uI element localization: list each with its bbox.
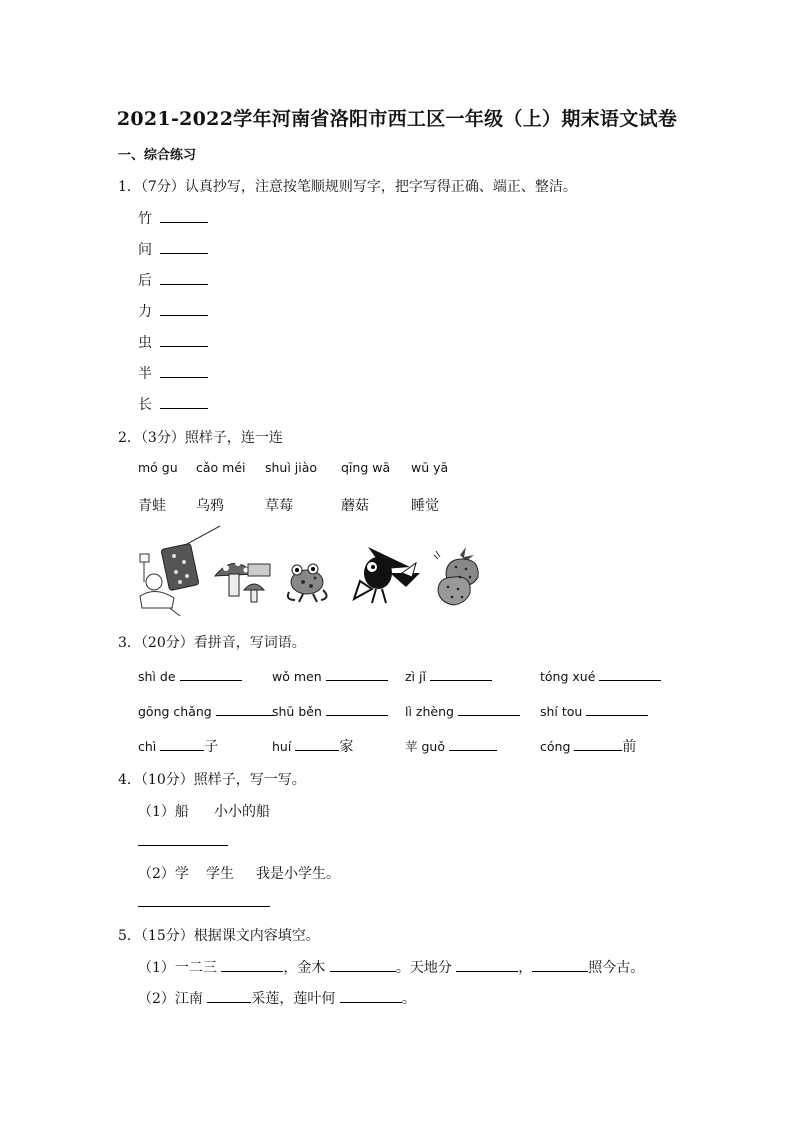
sleeping-child-icon[interactable] (132, 522, 224, 618)
answer-blank[interactable] (160, 332, 208, 347)
pinyin-label: wū yā (411, 460, 449, 475)
question-3-stem: 3．（20分）看拼音，写词语。 (118, 635, 306, 651)
copy-character: 后 (138, 273, 152, 289)
copy-row (138, 332, 208, 352)
fill-line-2: （2）江南 采莲，莲叶何 。 (138, 988, 416, 1008)
copy-row (138, 208, 208, 228)
pinyin-blank-item: tóng xué (540, 666, 661, 684)
answer-blank[interactable] (599, 666, 661, 681)
answer-blank[interactable] (458, 701, 520, 716)
answer-blank[interactable] (532, 957, 588, 972)
answer-blank[interactable] (326, 701, 388, 716)
pinyin-blank-item: shì de (138, 666, 242, 684)
word-label: 青蛙 (138, 498, 166, 514)
copy-character: 半 (138, 366, 152, 382)
word-label: 蘑菇 (341, 498, 369, 514)
word-label: 睡觉 (411, 498, 439, 514)
answer-blank[interactable] (160, 363, 208, 378)
answer-blank[interactable] (449, 736, 497, 751)
section-heading: 一、综合练习 (118, 148, 197, 163)
answer-blank[interactable] (574, 736, 622, 751)
copy-row (138, 363, 208, 383)
copy-character: 问 (138, 242, 152, 258)
answer-blank[interactable] (160, 208, 208, 223)
answer-blank[interactable] (586, 701, 648, 716)
copy-character: 力 (138, 304, 152, 320)
answer-blank[interactable] (180, 666, 242, 681)
question-1-stem: 1．（7分）认真抄写，注意按笔顺规则写字，把字写得正确、端正、整洁。 (118, 179, 577, 195)
pinyin-label: cǎo méi (196, 460, 246, 475)
pinyin-blank-item: shí tou (540, 701, 648, 719)
example-1-char: （1）船 (138, 804, 189, 820)
pinyin-blank-item: wǒ men (272, 666, 388, 684)
answer-blank[interactable] (216, 701, 274, 716)
answer-line[interactable] (138, 845, 228, 846)
copy-row (138, 394, 208, 414)
answer-blank[interactable] (340, 988, 402, 1003)
copy-character: 虫 (138, 335, 152, 351)
example-2-sentence: 我是小学生。 (256, 866, 340, 882)
fill-line-1: （1）一二三 ，金木 。天地分 ， 照今古。 (138, 957, 644, 977)
page-title: 2021-2022学年河南省洛阳市西工区一年级（上）期末语文试卷 (116, 108, 678, 130)
copy-row (138, 239, 208, 259)
pinyin-blank-item: lì zhèng (405, 701, 520, 719)
pinyin-blank-item: zì jǐ (405, 666, 492, 684)
pinyin-label: shuì jiào (265, 460, 318, 475)
word-label: 乌鸦 (196, 498, 224, 514)
crow-icon[interactable] (350, 543, 422, 605)
question-5-stem: 5．（15分）根据课文内容填空。 (118, 928, 320, 944)
answer-blank[interactable] (456, 957, 518, 972)
answer-blank[interactable] (326, 666, 388, 681)
copy-row (138, 270, 208, 290)
answer-blank[interactable] (221, 957, 283, 972)
question-4-stem: 4．（10分）照样子，写一写。 (118, 772, 306, 788)
example-2-char: （2）学 (138, 866, 189, 882)
pinyin-blank-item: 苹 guǒ (405, 736, 497, 755)
example-2-word: 学生 (206, 866, 234, 882)
pinyin-blank-item: gōng chǎng (138, 701, 274, 719)
answer-blank[interactable] (160, 270, 208, 285)
answer-line[interactable] (138, 906, 270, 907)
copy-character: 长 (138, 397, 152, 413)
pinyin-blank-item: huí 家 (272, 736, 353, 756)
example-1-phrase: 小小的船 (214, 804, 270, 820)
answer-blank[interactable] (160, 301, 208, 316)
answer-blank[interactable] (160, 239, 208, 254)
answer-blank[interactable] (160, 736, 204, 751)
answer-blank[interactable] (330, 957, 396, 972)
word-label: 草莓 (265, 498, 293, 514)
strawberry-icon[interactable] (432, 545, 492, 607)
pinyin-label: qīng wā (341, 460, 391, 475)
answer-blank[interactable] (207, 988, 251, 1003)
answer-blank[interactable] (160, 394, 208, 409)
copy-row (138, 301, 208, 321)
pinyin-blank-item: cóng 前 (540, 736, 636, 756)
mushroom-icon[interactable] (212, 550, 272, 604)
copy-character: 竹 (138, 211, 152, 227)
question-2-stem: 2．（3分）照样子，连一连 (118, 430, 283, 446)
pinyin-label: mó gu (138, 460, 178, 475)
pinyin-blank-item: shū běn (272, 701, 388, 719)
answer-blank[interactable] (430, 666, 492, 681)
pinyin-blank-item: chì 子 (138, 736, 218, 756)
frog-icon[interactable] (283, 554, 333, 604)
answer-blank[interactable] (295, 736, 339, 751)
